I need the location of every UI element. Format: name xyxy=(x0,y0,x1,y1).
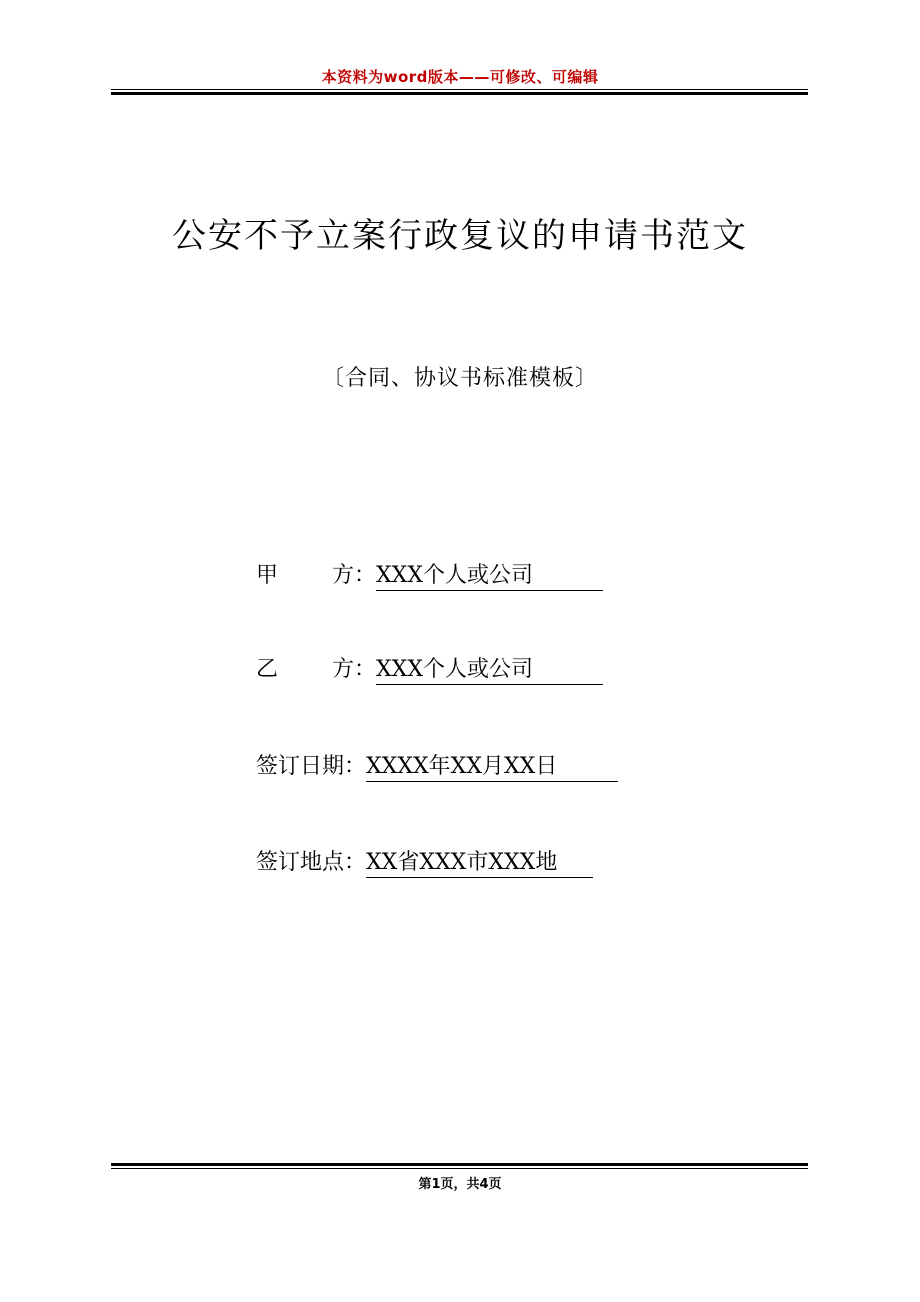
page-number: 第1页，共4页 xyxy=(418,1177,502,1192)
party-a-field xyxy=(256,558,603,591)
party-b-value: XXX个人或公司 xyxy=(376,657,603,685)
party-a-value: XXX个人或公司 xyxy=(376,563,603,591)
document-subtitle: 〔合同、协议书标准模板〕 xyxy=(321,366,598,391)
header-rule-thick xyxy=(111,92,808,95)
sign-place-value: XX省XXX市XXX地 xyxy=(366,850,593,878)
party-b-label: 乙 方： xyxy=(256,657,377,682)
party-a-label: 甲 方： xyxy=(256,563,377,588)
document-title: 公安不予立案行政复议的申请书范文 xyxy=(172,216,748,256)
footer-rule-thin xyxy=(111,1168,808,1169)
sign-date-field xyxy=(256,749,618,782)
party-b-field xyxy=(256,652,603,685)
sign-place-field xyxy=(256,845,593,878)
header-rule-thin xyxy=(111,89,808,90)
footer-rule-thick xyxy=(111,1163,808,1166)
sign-place-label: 签订地点： xyxy=(256,850,367,875)
sign-date-label: 签订日期： xyxy=(256,754,367,779)
sign-date-value: XXXX年XX月XX日 xyxy=(366,754,618,782)
header-banner: 本资料为word版本——可修改、可编辑 xyxy=(321,68,599,86)
